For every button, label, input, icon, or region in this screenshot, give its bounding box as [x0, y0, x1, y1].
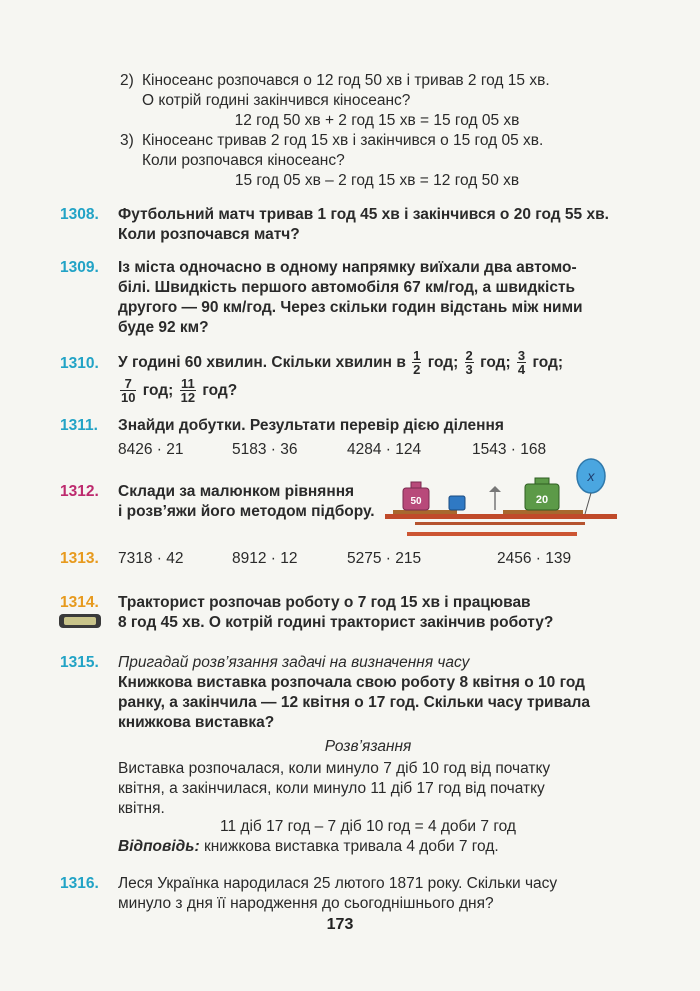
unit-sep: год;: [142, 382, 174, 399]
problem-1315-line2: ранку, а закінчила — 12 квітня о 17 год. Скільки часу тривала: [118, 694, 590, 711]
problem-1315-line3: книжкова виставка?: [118, 714, 275, 731]
intro-item3-calc: 15 год 05 хв – 2 год 15 хв = 12 год 50 хв: [234, 172, 520, 189]
answer-text: книжкова виставка тривала 4 доби 7 год.: [203, 838, 499, 855]
problem-1311-expr: 4284 · 124: [347, 441, 422, 458]
problem-1312-line2: і розв’яжи його методом підбору.: [118, 503, 375, 520]
intro-item2-label: 2): [120, 72, 134, 89]
problem-1309-line1: Із міста одночасно в одному напрямку виїхали два автомо-: [118, 259, 577, 276]
problem-1308-line1: Футбольний матч тривав 1 год 45 хв і закінчився о 20 год 55 хв.: [118, 206, 609, 223]
problem-1314-line1: Тракторист розпочав роботу о 7 год 15 хв і працював: [118, 594, 531, 611]
intro-item2-line1: Кіносеанс розпочався о 12 год 50 хв і тривав 2 год 15 хв.: [142, 72, 550, 89]
solution-answer: [118, 837, 499, 857]
problem-1314-line2: 8 год 45 хв. О котрій годині тракторист закінчив роботу?: [118, 614, 554, 631]
problem-1312-line1: Склади за малюнком рівняння: [118, 483, 355, 500]
problem-1309-line2: білі. Швидкість першого автомобіля 67 км/год, а швидкість: [118, 279, 576, 296]
problem-1310-text: У годині 60 хвилин. Скільки хвилин в: [118, 354, 406, 371]
intro-item3-line1: Кіносеанс тривав 2 год 15 хв і закінчився о 15 год 05 хв.: [142, 132, 544, 149]
calculator-icon: [58, 613, 102, 629]
problem-1310-line1: [118, 348, 563, 378]
problem-1313-expr: 2456 · 139: [497, 550, 572, 567]
problem-1311-expr: 8426 · 21: [118, 441, 184, 458]
fraction-11-12: $\frac{11}{12}$: [180, 376, 196, 406]
right-weight-label: 20: [535, 494, 549, 506]
problem-1316-line1: Леся Українка народилася 25 лютого 1871 року. Скільки часу: [118, 875, 558, 892]
problem-1315-hint: Пригадай розв’язання задачі на визначення часу: [118, 654, 470, 671]
balance-scale-illustration: [385, 452, 625, 544]
problem-1315-line1: Книжкова виставка розпочала свою роботу 8 квітня о 10 год: [118, 674, 585, 691]
problem-1316-line2: минуло з дня її народження до сьогоднішнього дня?: [118, 895, 494, 912]
unit-sep: год?: [202, 382, 238, 399]
problem-1309-line4: буде 92 км?: [118, 319, 209, 336]
intro-item2-line2: О котрій годині закінчився кіносеанс?: [142, 92, 411, 109]
unit-sep: год;: [480, 354, 511, 371]
problem-1311-expr: 5183 · 36: [232, 441, 298, 458]
problem-1313-expr: 5275 · 215: [347, 550, 422, 567]
unit-sep: год;: [427, 354, 459, 371]
problem-1313-expr: 7318 · 42: [118, 550, 184, 567]
problem-1314-number: 1314.: [60, 594, 99, 611]
problem-1308-number: 1308.: [60, 206, 99, 223]
fraction-3-4: $\frac{3}{4}$: [517, 348, 526, 378]
problem-1316-number: 1316.: [60, 875, 99, 892]
problem-1309-line3: другого — 90 км/год. Через скільки годин відстань між ними: [118, 299, 583, 316]
solution-calc: 11 діб 17 год – 7 діб 10 год = 4 доби 7 год: [220, 818, 516, 835]
problem-1310-number: 1310.: [60, 355, 99, 372]
solution-title: Розв’язання: [324, 738, 412, 755]
problem-1313-number: 1313.: [60, 550, 99, 567]
intro-item3-label: 3): [120, 132, 134, 149]
problem-1309-number: 1309.: [60, 259, 99, 276]
solution-line2: квітня, а закінчилася, коли минуло 11 діб 17 год від початку: [118, 780, 545, 797]
fraction-1-2: $\frac{1}{2}$: [413, 348, 421, 378]
problem-1310-line2: [118, 376, 237, 406]
answer-label: Відповідь:: [118, 838, 200, 855]
problem-1311-number: 1311.: [60, 417, 98, 434]
left-weight-label: 50: [410, 496, 422, 507]
problem-1315-number: 1315.: [60, 654, 99, 671]
unit-sep: год;: [532, 354, 563, 371]
solution-line1: Виставка розпочалася, коли минуло 7 діб 10 год від початку: [118, 760, 551, 777]
problem-1313-expr: 8912 · 12: [232, 550, 298, 567]
solution-line3: квітня.: [118, 800, 165, 817]
fraction-7-10: $\frac{7}{10}$: [121, 376, 136, 406]
problem-1308-line2: Коли розпочався матч?: [118, 226, 300, 243]
problem-1312-number: 1312.: [60, 483, 99, 500]
intro-item2-calc: 12 год 50 хв + 2 год 15 хв = 15 год 05 хв: [234, 112, 520, 129]
problem-1311-line1: Знайди добутки. Результати перевір дією ділення: [118, 417, 504, 434]
page-number: 173: [326, 916, 354, 933]
balloon-label: x: [587, 468, 595, 484]
problem-1311-expr: 1543 · 168: [472, 441, 547, 458]
intro-item3-line2: Коли розпочався кіносеанс?: [142, 152, 345, 169]
fraction-2-3: $\frac{2}{3}$: [465, 348, 473, 378]
